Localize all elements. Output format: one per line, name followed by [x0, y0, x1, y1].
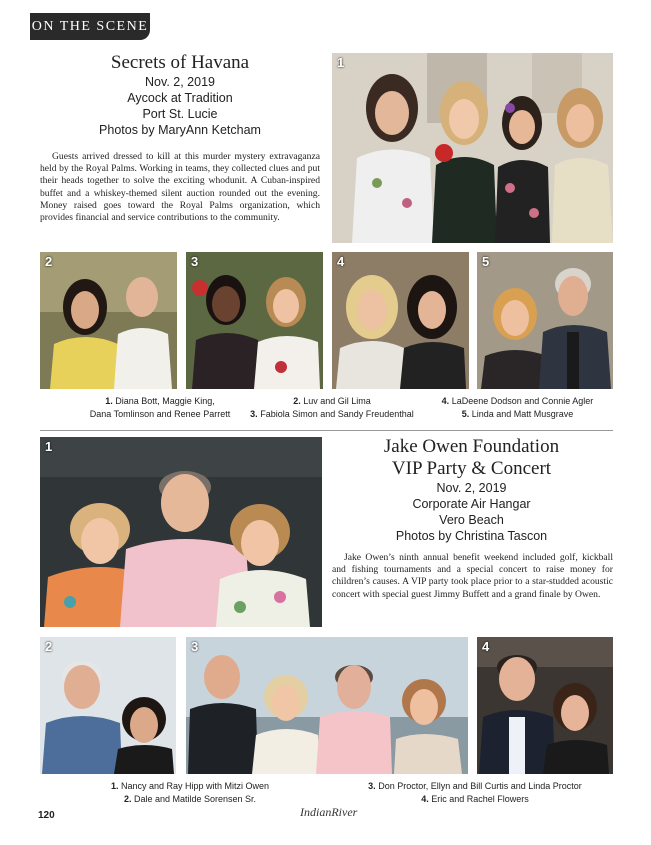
photo-number: 4 — [337, 254, 345, 269]
caption-text: Nancy and Ray Hipp with Mitzi Owen — [120, 781, 270, 791]
event2-caption-1-2 — [60, 780, 320, 806]
event2-photo-3 — [186, 637, 468, 774]
event2-photo-2 — [40, 637, 176, 774]
caption-text: Dale and Matilde Sorensen Sr. — [133, 794, 257, 804]
event1-photo-1 — [332, 53, 613, 243]
caption-number: 4. — [421, 794, 429, 804]
event2-title-line1: Jake Owen Foundation — [383, 436, 560, 457]
event1-caption-4-5 — [410, 395, 625, 421]
caption-number: 1. — [105, 396, 113, 406]
caption-text: LaDeene Dodson and Connie Agler — [451, 396, 594, 406]
caption-text: Eric and Rachel Flowers — [431, 794, 529, 804]
event1-caption-2-3 — [232, 395, 432, 421]
caption-number: 2. — [123, 794, 132, 804]
event2-photo-1 — [40, 437, 322, 627]
event2-body-wrap — [332, 552, 613, 601]
event1-venue: Aycock at Tradition — [127, 91, 233, 105]
photo-number: 1 — [337, 55, 345, 70]
section-divider — [40, 430, 613, 431]
photo-number: 3 — [191, 639, 199, 654]
event2-venue: Corporate Air Hangar — [412, 497, 531, 511]
event2-header — [330, 436, 613, 544]
caption-text: Luv and Gil Lima — [303, 396, 371, 406]
photo-number: 3 — [191, 254, 199, 269]
event2-credit: Photos by Christina Tascon — [395, 529, 548, 543]
photo-number: 4 — [482, 639, 490, 654]
photo-number: 5 — [482, 254, 490, 269]
caption-text: Don Proctor, Ellyn and Bill Curtis and Linda Proctor — [378, 781, 582, 791]
caption-text: Diana Bott, Maggie King, — [115, 396, 215, 406]
event1-city: Port St. Lucie — [142, 107, 218, 121]
caption-number: 3. — [368, 781, 376, 791]
event1-photo-3 — [186, 252, 323, 389]
caption-number: 3. — [250, 409, 258, 419]
caption-text: Linda and Matt Musgrave — [471, 409, 574, 419]
event1-body: Guests arrived dressed to kill at this murder mystery extravaganza held by the Royal Palms. Working in teams, they collected clues and put their heads together to solve the exciting whodunit. A Cuban-inspired buffet and a whiskey-themed silent auction rounded out the evening. Money raised goes toward the Royal Palms organization, which provides financial and service contributions to the community. — [40, 151, 320, 224]
caption-number: 4. — [441, 396, 450, 406]
photo-number: 1 — [45, 439, 53, 454]
event1-photo-4 — [332, 252, 469, 389]
event2-body: Jake Owen’s ninth annual benefit weekend included golf, kickball and fishing tournaments and a special concert to raise money for children’s causes. A VIP party took place prior to a star-studded acoustic concert with special guest Jimmy Buffett and a grand finale by Owen. — [332, 552, 613, 600]
event1-credit: Photos by MaryAnn Ketcham — [99, 123, 261, 137]
photo-number: 2 — [45, 254, 53, 269]
caption-text: Dana Tomlinson and Renee Parrett — [89, 409, 231, 419]
event1-photo-2 — [40, 252, 177, 389]
magazine-logo: IndianRiver — [300, 805, 358, 819]
event2-city: Vero Beach — [439, 513, 504, 527]
event2-caption-3-4 — [340, 780, 610, 806]
caption-number: 2. — [293, 396, 301, 406]
event2-date: Nov. 2, 2019 — [436, 481, 507, 495]
page-number: 120 — [38, 810, 55, 821]
section-tab: ON THE SCENE — [30, 13, 150, 40]
event1-body-wrap — [40, 151, 320, 224]
caption-number: 5. — [461, 409, 470, 419]
caption-text: Fabiola Simon and Sandy Freudenthal — [260, 409, 414, 419]
event1-header — [40, 52, 320, 138]
photo-number: 2 — [45, 639, 53, 654]
event2-title-line2: VIP Party & Concert — [391, 458, 552, 479]
event2-photo-4 — [477, 637, 613, 774]
caption-number: 1. — [110, 781, 119, 791]
event1-date: Nov. 2, 2019 — [145, 75, 215, 89]
event1-photo-5 — [477, 252, 613, 389]
event1-title: Secrets of Havana — [110, 52, 250, 73]
